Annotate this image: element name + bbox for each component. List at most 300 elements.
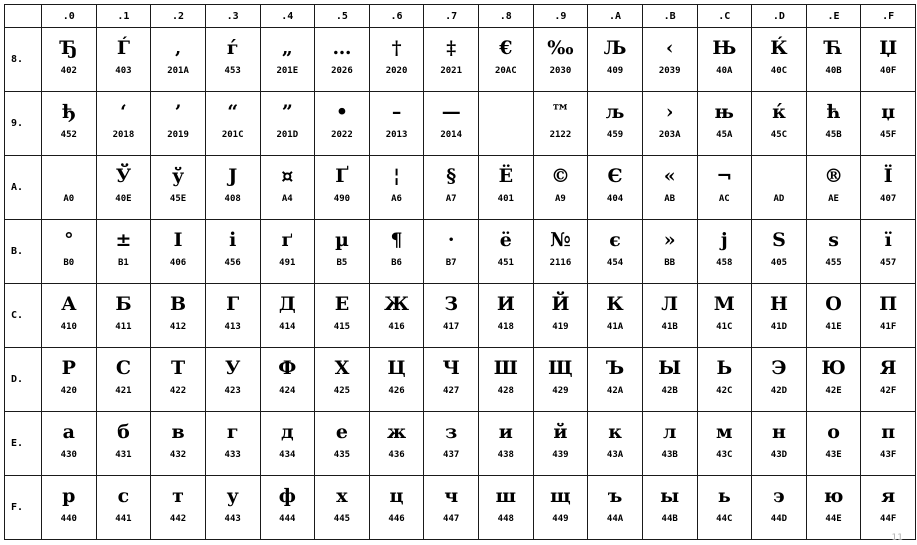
unicode-code: A0 xyxy=(63,194,75,204)
unicode-code: B7 xyxy=(445,258,457,268)
code-cell xyxy=(42,28,97,92)
code-cell xyxy=(806,412,861,476)
character-glyph: § xyxy=(446,165,457,187)
unicode-code: 406 xyxy=(169,258,187,268)
code-cell xyxy=(861,476,916,540)
code-cell xyxy=(533,348,588,412)
code-cell xyxy=(806,476,861,540)
unicode-code: 432 xyxy=(169,450,187,460)
code-cell xyxy=(151,284,206,348)
character-glyph: њ xyxy=(714,101,734,123)
unicode-code: 41C xyxy=(716,322,733,332)
code-cell xyxy=(151,156,206,220)
character-glyph: Ш xyxy=(493,357,518,379)
unicode-code: 431 xyxy=(115,450,132,460)
code-cell xyxy=(533,220,588,284)
code-cell xyxy=(42,220,97,284)
character-glyph: Ц xyxy=(387,357,406,379)
code-cell xyxy=(642,284,697,348)
character-glyph: џ xyxy=(881,101,896,123)
unicode-code: 45A xyxy=(716,130,733,140)
unicode-code: 20AC xyxy=(494,66,517,76)
code-cell xyxy=(151,92,206,156)
unicode-code: 44C xyxy=(716,514,733,524)
code-cell xyxy=(260,28,315,92)
unicode-code: 203A xyxy=(658,130,681,140)
unicode-code: 2019 xyxy=(167,130,189,140)
unicode-code: 421 xyxy=(115,386,132,396)
character-glyph: т xyxy=(172,485,184,507)
unicode-code: 455 xyxy=(825,258,842,268)
character-glyph: ы xyxy=(660,485,680,507)
code-cell xyxy=(697,412,752,476)
code-cell xyxy=(315,220,370,284)
row-label: E. xyxy=(5,412,42,476)
code-cell xyxy=(96,220,151,284)
code-page-table xyxy=(4,4,916,540)
table-row xyxy=(5,92,916,156)
character-glyph: — xyxy=(441,101,461,123)
code-cell xyxy=(697,156,752,220)
code-cell xyxy=(642,220,697,284)
character-glyph: Ґ xyxy=(335,165,349,187)
code-cell xyxy=(861,156,916,220)
character-glyph: ч xyxy=(444,485,459,507)
unicode-code: 40F xyxy=(880,66,897,76)
character-glyph: к xyxy=(608,421,622,443)
code-cell xyxy=(642,92,697,156)
code-cell xyxy=(205,220,260,284)
code-cell xyxy=(533,156,588,220)
unicode-code: 490 xyxy=(333,194,351,204)
unicode-code: 2014 xyxy=(440,130,463,140)
unicode-code: 457 xyxy=(880,258,897,268)
table-row xyxy=(5,220,916,284)
code-cell xyxy=(697,284,752,348)
unicode-code: 43F xyxy=(880,450,897,460)
column-header: .E xyxy=(806,5,861,28)
character-glyph: Л xyxy=(661,293,679,315)
column-header: .5 xyxy=(315,5,370,28)
column-header: .1 xyxy=(96,5,151,28)
character-glyph: ц xyxy=(389,485,404,507)
character-glyph: м xyxy=(716,421,733,443)
character-glyph: Ї xyxy=(883,165,893,187)
code-cell xyxy=(369,476,424,540)
code-cell xyxy=(151,348,206,412)
code-cell xyxy=(42,476,97,540)
code-cell xyxy=(315,412,370,476)
character-glyph xyxy=(42,156,96,192)
unicode-code: 2030 xyxy=(549,66,572,76)
unicode-code: 491 xyxy=(279,258,296,268)
unicode-code: 2018 xyxy=(112,130,135,140)
character-glyph: € xyxy=(499,37,513,59)
character-glyph: ™ xyxy=(550,101,570,123)
character-glyph: л xyxy=(662,421,677,443)
code-cell xyxy=(315,28,370,92)
character-glyph: Щ xyxy=(548,357,573,379)
code-cell xyxy=(96,92,151,156)
unicode-code: 456 xyxy=(224,258,241,268)
character-glyph: ’ xyxy=(174,101,182,123)
unicode-code: 44A xyxy=(606,514,624,524)
character-glyph: ± xyxy=(115,229,132,251)
unicode-code: 201A xyxy=(167,66,189,76)
character-glyph: Ђ xyxy=(60,37,78,59)
unicode-code: 454 xyxy=(606,258,624,268)
unicode-code: 42B xyxy=(661,386,678,396)
code-cell xyxy=(424,476,479,540)
character-glyph: ” xyxy=(281,101,293,123)
unicode-code: 423 xyxy=(224,386,241,396)
unicode-code: 41F xyxy=(880,322,897,332)
unicode-code: 403 xyxy=(115,66,132,76)
unicode-code: 448 xyxy=(497,514,514,524)
character-glyph: … xyxy=(332,37,352,59)
character-glyph: П xyxy=(879,293,898,315)
character-glyph: ¶ xyxy=(390,229,403,251)
character-glyph: р xyxy=(62,485,76,507)
table-row xyxy=(5,476,916,540)
character-glyph: а xyxy=(62,421,75,443)
character-glyph: н xyxy=(771,421,786,443)
code-cell xyxy=(479,476,534,540)
unicode-code: 458 xyxy=(716,258,733,268)
unicode-code: 42C xyxy=(716,386,733,396)
character-glyph: Ч xyxy=(442,357,460,379)
character-glyph: я xyxy=(881,485,896,507)
code-cell xyxy=(205,348,260,412)
unicode-code: 43B xyxy=(661,450,678,460)
unicode-code: AE xyxy=(828,194,839,204)
unicode-code: 41A xyxy=(606,322,624,332)
code-cell xyxy=(369,220,424,284)
unicode-code: 420 xyxy=(60,386,77,396)
character-glyph: ‘ xyxy=(120,101,127,123)
code-cell xyxy=(697,220,752,284)
character-glyph: ђ xyxy=(61,101,76,123)
unicode-code: 430 xyxy=(60,450,77,460)
code-cell xyxy=(752,156,807,220)
code-cell xyxy=(205,156,260,220)
unicode-code: AC xyxy=(718,194,730,204)
unicode-code: BB xyxy=(664,258,676,268)
unicode-code: 201D xyxy=(276,130,299,140)
column-header: .4 xyxy=(260,5,315,28)
character-glyph xyxy=(752,156,806,192)
column-header: .0 xyxy=(42,5,97,28)
code-cell xyxy=(205,92,260,156)
code-cell xyxy=(861,348,916,412)
code-cell xyxy=(151,220,206,284)
code-cell xyxy=(533,476,588,540)
character-glyph: х xyxy=(336,485,348,507)
code-cell xyxy=(260,476,315,540)
code-cell xyxy=(42,284,97,348)
code-cell xyxy=(369,156,424,220)
unicode-code: B1 xyxy=(118,258,129,268)
character-glyph: г xyxy=(226,421,239,443)
column-header: .D xyxy=(752,5,807,28)
character-glyph: ў xyxy=(171,165,185,187)
code-cell xyxy=(205,476,260,540)
character-glyph: Ј xyxy=(228,165,238,187)
character-glyph: © xyxy=(550,165,570,187)
code-cell xyxy=(861,284,916,348)
character-glyph: п xyxy=(881,421,896,443)
code-cell xyxy=(260,92,315,156)
unicode-code: 425 xyxy=(333,386,351,396)
character-glyph: µ xyxy=(334,229,349,251)
character-glyph: У xyxy=(224,357,241,379)
code-cell xyxy=(697,28,752,92)
column-header: .9 xyxy=(533,5,588,28)
code-cell xyxy=(588,220,643,284)
code-cell xyxy=(42,92,97,156)
character-glyph: И xyxy=(496,293,515,315)
unicode-code: 402 xyxy=(60,66,77,76)
code-cell xyxy=(315,156,370,220)
code-cell xyxy=(588,412,643,476)
unicode-code: 441 xyxy=(115,514,132,524)
unicode-code: 434 xyxy=(279,450,296,460)
character-glyph: Ќ xyxy=(770,37,788,59)
unicode-code: 44B xyxy=(661,514,678,524)
character-glyph: Ў xyxy=(115,165,132,187)
character-glyph: е xyxy=(335,421,348,443)
code-cell xyxy=(315,348,370,412)
table-row xyxy=(5,412,916,476)
code-cell xyxy=(424,220,479,284)
character-glyph: » xyxy=(663,229,676,251)
code-cell xyxy=(806,348,861,412)
unicode-code: 410 xyxy=(60,322,77,332)
unicode-code: 2122 xyxy=(549,130,572,140)
code-cell xyxy=(315,476,370,540)
unicode-code: 401 xyxy=(497,194,514,204)
code-cell xyxy=(369,412,424,476)
unicode-code: 438 xyxy=(497,450,514,460)
character-glyph: Ъ xyxy=(605,357,625,379)
unicode-code: AD xyxy=(773,194,785,204)
code-cell xyxy=(205,284,260,348)
character-glyph: › xyxy=(665,101,674,123)
code-cell xyxy=(588,284,643,348)
character-glyph: Џ xyxy=(879,37,898,59)
character-glyph: Ф xyxy=(278,357,297,379)
character-glyph: Б xyxy=(115,293,132,315)
character-glyph: Э xyxy=(771,357,787,379)
character-glyph: с xyxy=(117,485,130,507)
row-label: C. xyxy=(5,284,42,348)
code-cell xyxy=(642,348,697,412)
column-header: .A xyxy=(588,5,643,28)
unicode-code: 440 xyxy=(60,514,77,524)
character-glyph: • xyxy=(335,101,349,123)
code-cell xyxy=(533,412,588,476)
character-glyph: о xyxy=(827,421,840,443)
code-cell xyxy=(479,28,534,92)
unicode-code: 43D xyxy=(770,450,788,460)
code-cell xyxy=(424,156,479,220)
code-cell xyxy=(806,284,861,348)
code-cell xyxy=(479,412,534,476)
column-header: .8 xyxy=(479,5,534,28)
unicode-code: 41D xyxy=(770,322,788,332)
character-glyph: А xyxy=(61,293,77,315)
character-glyph: « xyxy=(663,165,676,187)
character-glyph: у xyxy=(226,485,239,507)
unicode-code: 2116 xyxy=(549,258,572,268)
code-cell xyxy=(533,284,588,348)
unicode-code: 435 xyxy=(333,450,351,460)
character-glyph: Є xyxy=(607,165,623,187)
unicode-code: 40E xyxy=(115,194,132,204)
column-header: .7 xyxy=(424,5,479,28)
unicode-code: 201E xyxy=(276,66,299,76)
unicode-code: 446 xyxy=(388,514,405,524)
character-glyph: Х xyxy=(334,357,350,379)
code-cell xyxy=(96,348,151,412)
code-cell xyxy=(588,92,643,156)
code-cell xyxy=(424,92,479,156)
code-cell xyxy=(861,28,916,92)
unicode-code: 45C xyxy=(770,130,788,140)
character-glyph: є xyxy=(609,229,621,251)
code-cell xyxy=(479,284,534,348)
unicode-code: 412 xyxy=(169,322,187,332)
code-cell xyxy=(642,156,697,220)
character-glyph: ® xyxy=(824,165,844,187)
code-cell xyxy=(588,476,643,540)
column-header: .3 xyxy=(205,5,260,28)
code-cell xyxy=(260,412,315,476)
table-row xyxy=(5,156,916,220)
column-header: .6 xyxy=(369,5,424,28)
code-cell xyxy=(205,412,260,476)
character-glyph: Ё xyxy=(498,165,514,187)
character-glyph: ‚ xyxy=(174,37,182,59)
character-glyph: М xyxy=(713,293,735,315)
character-glyph: ю xyxy=(823,485,844,507)
character-glyph: „ xyxy=(281,37,293,59)
code-cell xyxy=(588,156,643,220)
table-body xyxy=(5,28,916,540)
unicode-code: 42F xyxy=(880,386,897,396)
unicode-code: 436 xyxy=(388,450,405,460)
unicode-code: 404 xyxy=(606,194,624,204)
character-glyph: Д xyxy=(278,293,296,315)
code-cell xyxy=(260,348,315,412)
character-glyph: С xyxy=(115,357,131,379)
unicode-code: 411 xyxy=(115,322,132,332)
character-glyph: ‡ xyxy=(446,37,457,59)
character-glyph: Ѓ xyxy=(116,37,130,59)
code-cell xyxy=(260,156,315,220)
character-glyph: і xyxy=(229,229,237,251)
unicode-code: 2026 xyxy=(331,66,353,76)
code-cell xyxy=(42,156,97,220)
unicode-code: 43C xyxy=(716,450,733,460)
character-glyph: ш xyxy=(495,485,517,507)
code-cell xyxy=(752,284,807,348)
character-glyph: Ь xyxy=(716,357,733,379)
code-cell xyxy=(424,412,479,476)
unicode-code: 447 xyxy=(443,514,460,524)
character-glyph: † xyxy=(391,37,402,59)
code-cell xyxy=(588,28,643,92)
character-glyph: І xyxy=(173,229,183,251)
unicode-code: 40C xyxy=(770,66,788,76)
character-glyph: д xyxy=(280,421,294,443)
row-label: D. xyxy=(5,348,42,412)
code-cell xyxy=(151,476,206,540)
character-glyph: б xyxy=(117,421,130,443)
code-cell xyxy=(315,284,370,348)
unicode-code: 444 xyxy=(279,514,296,524)
code-cell xyxy=(96,284,151,348)
unicode-code: 452 xyxy=(60,130,77,140)
unicode-code: 43E xyxy=(825,450,842,460)
character-glyph: ‰ xyxy=(547,37,574,59)
character-glyph: К xyxy=(606,293,624,315)
code-cell xyxy=(752,220,807,284)
code-cell xyxy=(861,220,916,284)
character-glyph: № xyxy=(550,229,571,251)
table-row xyxy=(5,28,916,92)
character-glyph: Р xyxy=(61,357,76,379)
code-cell xyxy=(752,92,807,156)
unicode-code: 44E xyxy=(825,514,842,524)
unicode-code: 415 xyxy=(333,322,351,332)
code-cell xyxy=(96,476,151,540)
character-glyph: й xyxy=(553,421,568,443)
unicode-code: B0 xyxy=(63,258,75,268)
unicode-code: 405 xyxy=(770,258,788,268)
unicode-code: 2020 xyxy=(385,66,408,76)
unicode-code: 2039 xyxy=(658,66,681,76)
unicode-code: 442 xyxy=(169,514,187,524)
code-cell xyxy=(697,476,752,540)
character-glyph: ¬ xyxy=(716,165,733,187)
row-label: 8. xyxy=(5,28,42,92)
code-cell xyxy=(42,348,97,412)
code-cell xyxy=(697,348,752,412)
character-glyph: Њ xyxy=(712,37,737,59)
unicode-code: 2022 xyxy=(331,130,353,140)
character-glyph: Ж xyxy=(384,293,410,315)
character-glyph: Ѕ xyxy=(772,229,786,251)
code-cell xyxy=(861,412,916,476)
character-glyph: ћ xyxy=(826,101,841,123)
page-number: 11 xyxy=(891,533,903,543)
unicode-code: 426 xyxy=(388,386,405,396)
code-cell xyxy=(806,220,861,284)
character-glyph: Ы xyxy=(658,357,682,379)
character-glyph: Љ xyxy=(603,37,627,59)
column-header: .B xyxy=(642,5,697,28)
character-glyph: Й xyxy=(551,293,570,315)
column-header: .C xyxy=(697,5,752,28)
code-cell xyxy=(424,284,479,348)
character-glyph: ј xyxy=(720,229,728,251)
code-cell xyxy=(752,476,807,540)
character-glyph: Ћ xyxy=(824,37,843,59)
unicode-code: 453 xyxy=(224,66,241,76)
code-cell xyxy=(42,412,97,476)
code-cell xyxy=(369,92,424,156)
